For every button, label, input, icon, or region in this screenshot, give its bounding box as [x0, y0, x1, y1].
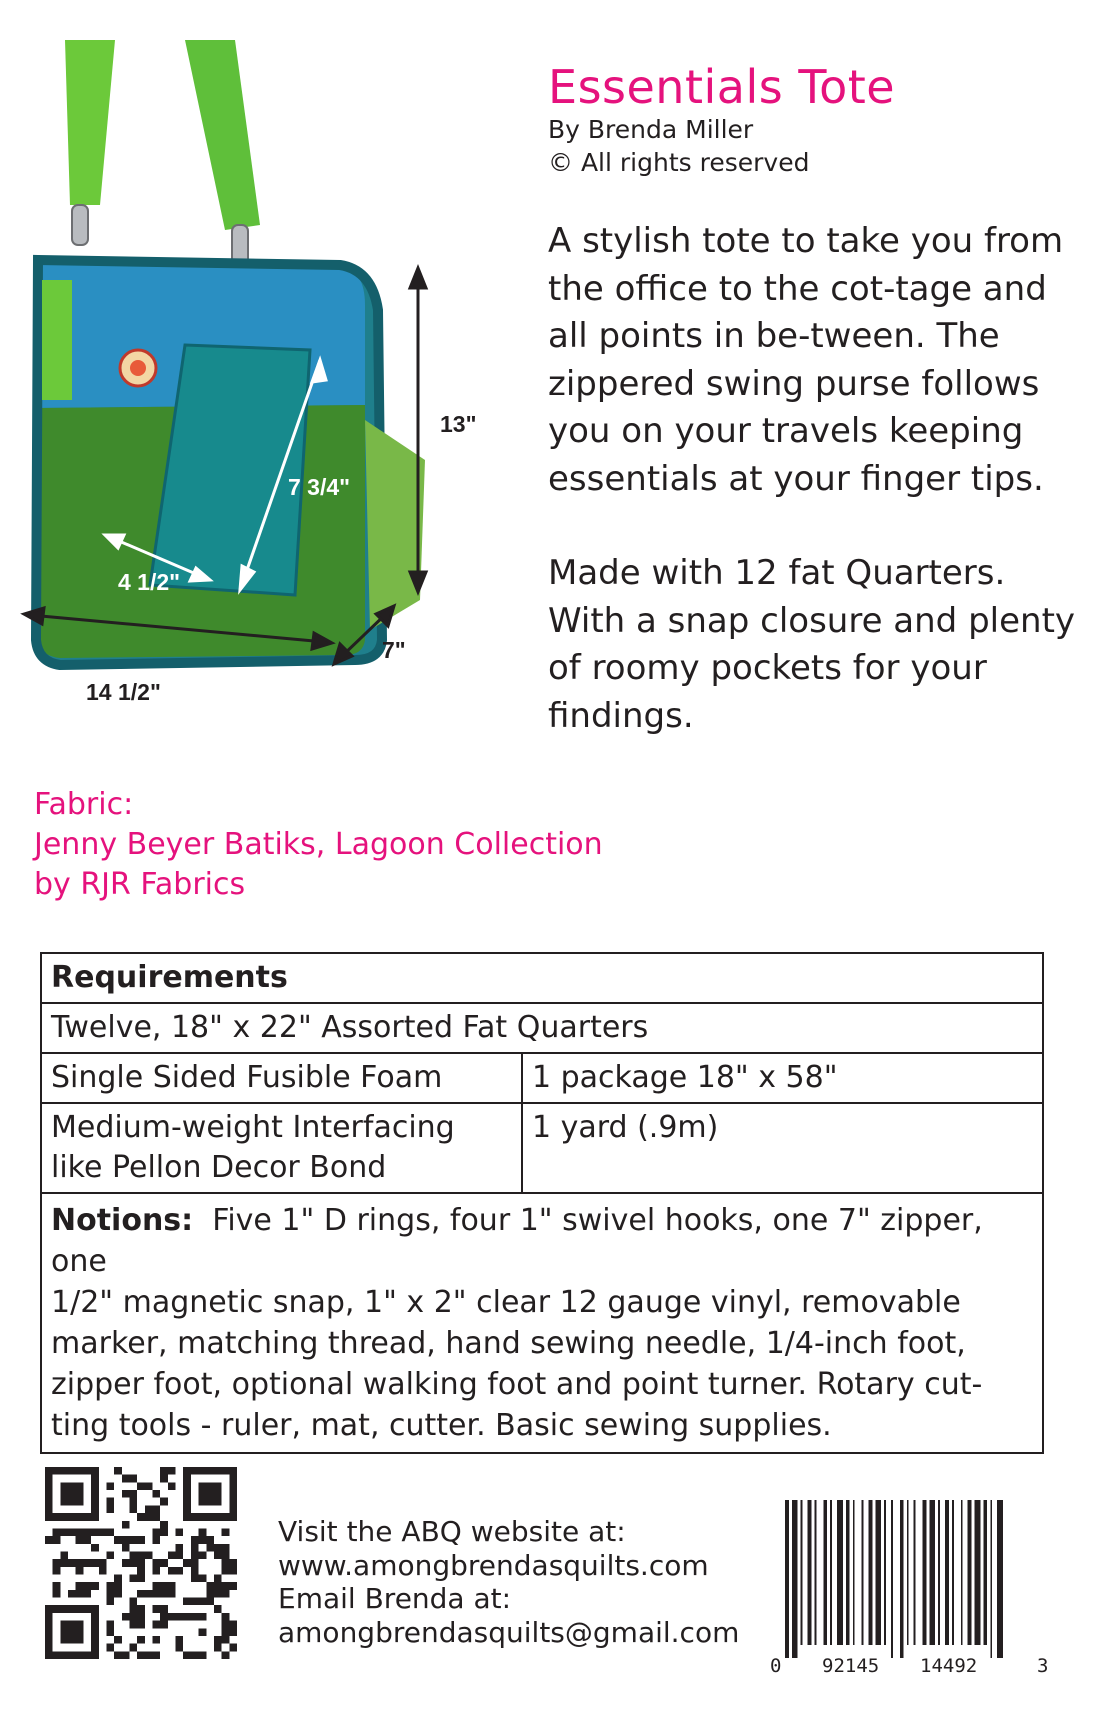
- barcode-left-group: 92145: [822, 1655, 880, 1677]
- strap-left: [65, 40, 115, 205]
- notions-text-1: Five 1" D rings, four 1" swivel hooks, one 7" zipper, one: [51, 1203, 983, 1279]
- barcode-check-digit: 3: [1037, 1655, 1049, 1677]
- barcode-lead-digit: 0: [770, 1655, 782, 1677]
- fabric-line-1: Jenny Beyer Batiks, Lagoon Collection: [34, 827, 603, 862]
- dim-height-label: 13": [440, 411, 477, 437]
- interfacing-item-line-1: Medium-weight Interfacing: [51, 1110, 455, 1145]
- interfacing-item-cell: [41, 1103, 522, 1193]
- contact-line-3: Email Brenda at:: [278, 1582, 512, 1615]
- requirements-table: [40, 952, 1044, 1454]
- description-paragraph-2: Made with 12 fat Quarters. With a snap closure and plenty of roomy pockets for your findings.: [548, 553, 1076, 736]
- notions-line-2: 1/2" magnetic snap, 1" x 2" clear 12 gauge vinyl, removable: [51, 1285, 961, 1320]
- swivel-hook-left: [72, 205, 88, 245]
- table-row: [41, 1053, 1043, 1103]
- page-title: Essentials Tote: [548, 60, 896, 114]
- contact-info: [278, 1515, 739, 1649]
- author-line: By Brenda Miller: [548, 115, 754, 144]
- contact-line-2: www.amongbrendasquilts.com: [278, 1548, 709, 1582]
- fat-quarters-cell: Twelve, 18" x 22" Assorted Fat Quarters: [41, 1003, 1043, 1053]
- notions-line-4: zipper foot, optional walking foot and point turner. Rotary cut-: [51, 1367, 983, 1402]
- interfacing-item-line-2: like Pellon Decor Bond: [51, 1150, 387, 1185]
- requirements-header: Requirements: [41, 953, 1043, 1003]
- copyright-line: © All rights reserved: [548, 148, 810, 177]
- dim-purse-width-label: 4 1/2": [118, 569, 181, 595]
- contact-line-4: amongbrendasquilts@gmail.com: [278, 1615, 740, 1649]
- contact-line-1: Visit the ABQ website at:: [278, 1515, 626, 1548]
- description: [548, 218, 1088, 740]
- strap-right: [185, 40, 260, 230]
- product-illustration: [20, 30, 520, 750]
- strap-tab: [42, 280, 72, 400]
- bag-side-gusset: [365, 420, 425, 630]
- barcode-right-group: 14492: [920, 1655, 978, 1677]
- table-row: [41, 1003, 1043, 1053]
- description-paragraph-1: A stylish tote to take you from the office to the cot-tage and all points in be-tween. The zippered swing purse follows you on your travels keeping essentials at your finger tips.: [548, 221, 1064, 499]
- fabric-info: [34, 785, 603, 905]
- notions-line-1: [51, 1200, 1033, 1282]
- fabric-line-2: by RJR Fabrics: [34, 867, 246, 902]
- table-row: [41, 1103, 1043, 1193]
- dim-depth-label: 7": [382, 637, 406, 663]
- table-row: [41, 1193, 1043, 1453]
- qr-code: [45, 1467, 237, 1659]
- interfacing-qty-cell: 1 yard (.9m): [522, 1103, 1043, 1193]
- notions-label: Notions:: [51, 1203, 194, 1238]
- notions-line-3: marker, matching thread, hand sewing needle, 1/4-inch foot,: [51, 1326, 966, 1361]
- notions-cell: [41, 1193, 1043, 1453]
- foam-item-cell: Single Sided Fusible Foam: [41, 1053, 522, 1103]
- fabric-label: Fabric:: [34, 787, 134, 822]
- dim-purse-height-label: 7 3/4": [288, 474, 351, 500]
- foam-qty-cell: 1 package 18" x 58": [522, 1053, 1043, 1103]
- dim-width-label: 14 1/2": [86, 679, 161, 705]
- barcode: [765, 1500, 1065, 1680]
- table-row: [41, 953, 1043, 1003]
- notions-line-5: ting tools - ruler, mat, cutter. Basic sewing supplies.: [51, 1408, 832, 1443]
